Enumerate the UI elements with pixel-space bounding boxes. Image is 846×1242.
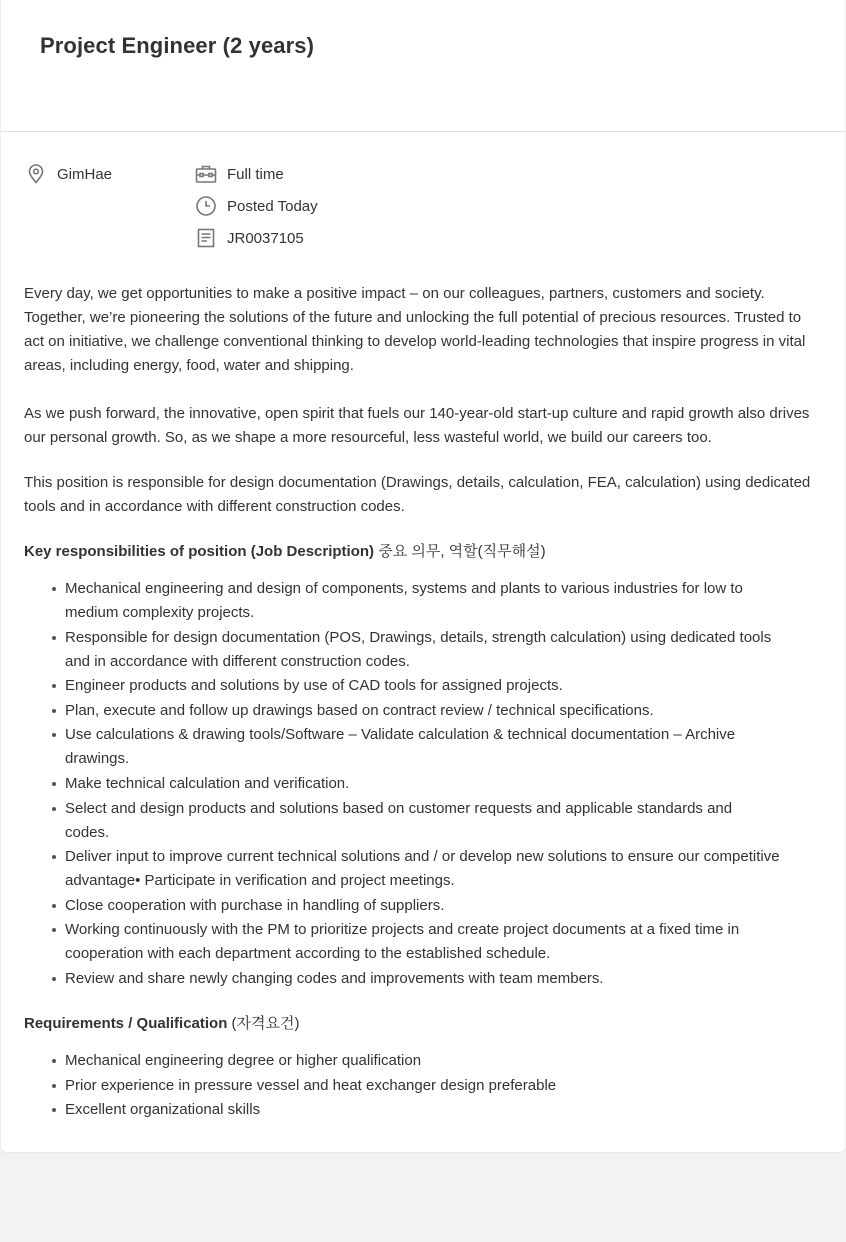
- responsibilities-heading-text: Key responsibilities of position (Job Description): [24, 543, 379, 560]
- list-item: Deliver input to improve current technical solutions and / or develop new solutions to ensure our competitive advantage• Participate in verification and project meetings.: [65, 845, 780, 893]
- list-item: Plan, execute and follow up drawings based on contract review / technical specifications.: [65, 699, 780, 723]
- job-type: [195, 163, 284, 185]
- list-item: Use calculations & drawing tools/Software – Validate calculation & technical documentation – Archive drawings.: [65, 723, 780, 771]
- job-location-text: GimHae: [57, 165, 113, 183]
- job-posted: [195, 195, 318, 217]
- list-item: Working continuously with the PM to prioritize projects and create project documents at a fixed time in cooperation with each department according to the established schedule.: [65, 918, 780, 966]
- list-item: Make technical calculation and verification.: [65, 772, 780, 796]
- job-header: [1, 0, 845, 132]
- clock-icon: [195, 195, 217, 217]
- briefcase-icon: [195, 163, 217, 185]
- intro-paragraph-1: Every day, we get opportunities to make a positive impact – on our colleagues, partners, customers and society. Together, we’re pioneering the solutions of the future and unlocking the full potential of precious resources. Trusted to act on initiative, we challenge conventional thinking to develop world-leading technologies that inspire progress in vital areas, including energy, food, water and shipping.: [24, 285, 806, 374]
- list-item: Mechanical engineering degree or higher qualification: [65, 1049, 780, 1073]
- list-item: Mechanical engineering and design of components, systems and plants to various industries for low to medium complexity projects.: [65, 577, 780, 625]
- job-title: Project Engineer (2 years): [40, 33, 315, 58]
- requirements-heading-ko: (자격요건): [231, 1014, 300, 1032]
- list-item: Engineer products and solutions by use of CAD tools for assigned projects.: [65, 674, 780, 698]
- job-posting-card: [1, 0, 845, 1152]
- job-location: [25, 163, 112, 185]
- requirements-heading-text: Requirements / Qualification: [24, 1014, 232, 1032]
- job-posted-text: Posted Today: [227, 197, 318, 215]
- list-item: Excellent organizational skills: [65, 1098, 780, 1122]
- list-item: Prior experience in pressure vessel and heat exchanger design preferable: [65, 1074, 780, 1098]
- location-pin-icon: [25, 163, 47, 185]
- requirements-list: [24, 1049, 780, 1122]
- responsibilities-list: [24, 577, 780, 991]
- job-requisition: [195, 227, 304, 249]
- intro-paragraph-2: As we push forward, the innovative, open spirit that fuels our 140-year-old start-up culture and rapid growth also drives our personal growth. So, as we shape a more resourceful, less wasteful world, we build our careers too.: [24, 405, 810, 446]
- document-icon: [195, 227, 217, 249]
- job-requisition-text: JR0037105: [227, 229, 304, 247]
- list-item: Select and design products and solutions based on customer requests and applicable standards and codes.: [65, 797, 780, 845]
- job-type-text: Full time: [227, 165, 284, 183]
- responsibilities-heading: [24, 540, 824, 564]
- responsibilities-heading-ko: 중요 의무, 역할(직무해설): [378, 543, 546, 560]
- intro-paragraph-3: This position is responsible for design documentation (Drawings, details, calculation, FEA, calculation) using dedicated tools and in accordance with different construction codes.: [24, 474, 811, 515]
- list-item: Responsible for design documentation (POS, Drawings, details, strength calculation) using dedicated tools and in accordance with different construction codes.: [65, 626, 780, 674]
- list-item: Close cooperation with purchase in handling of suppliers.: [65, 894, 780, 918]
- requirements-heading: [24, 1012, 824, 1036]
- job-description: [24, 282, 824, 1143]
- list-item: Review and share newly changing codes and improvements with team members.: [65, 967, 780, 991]
